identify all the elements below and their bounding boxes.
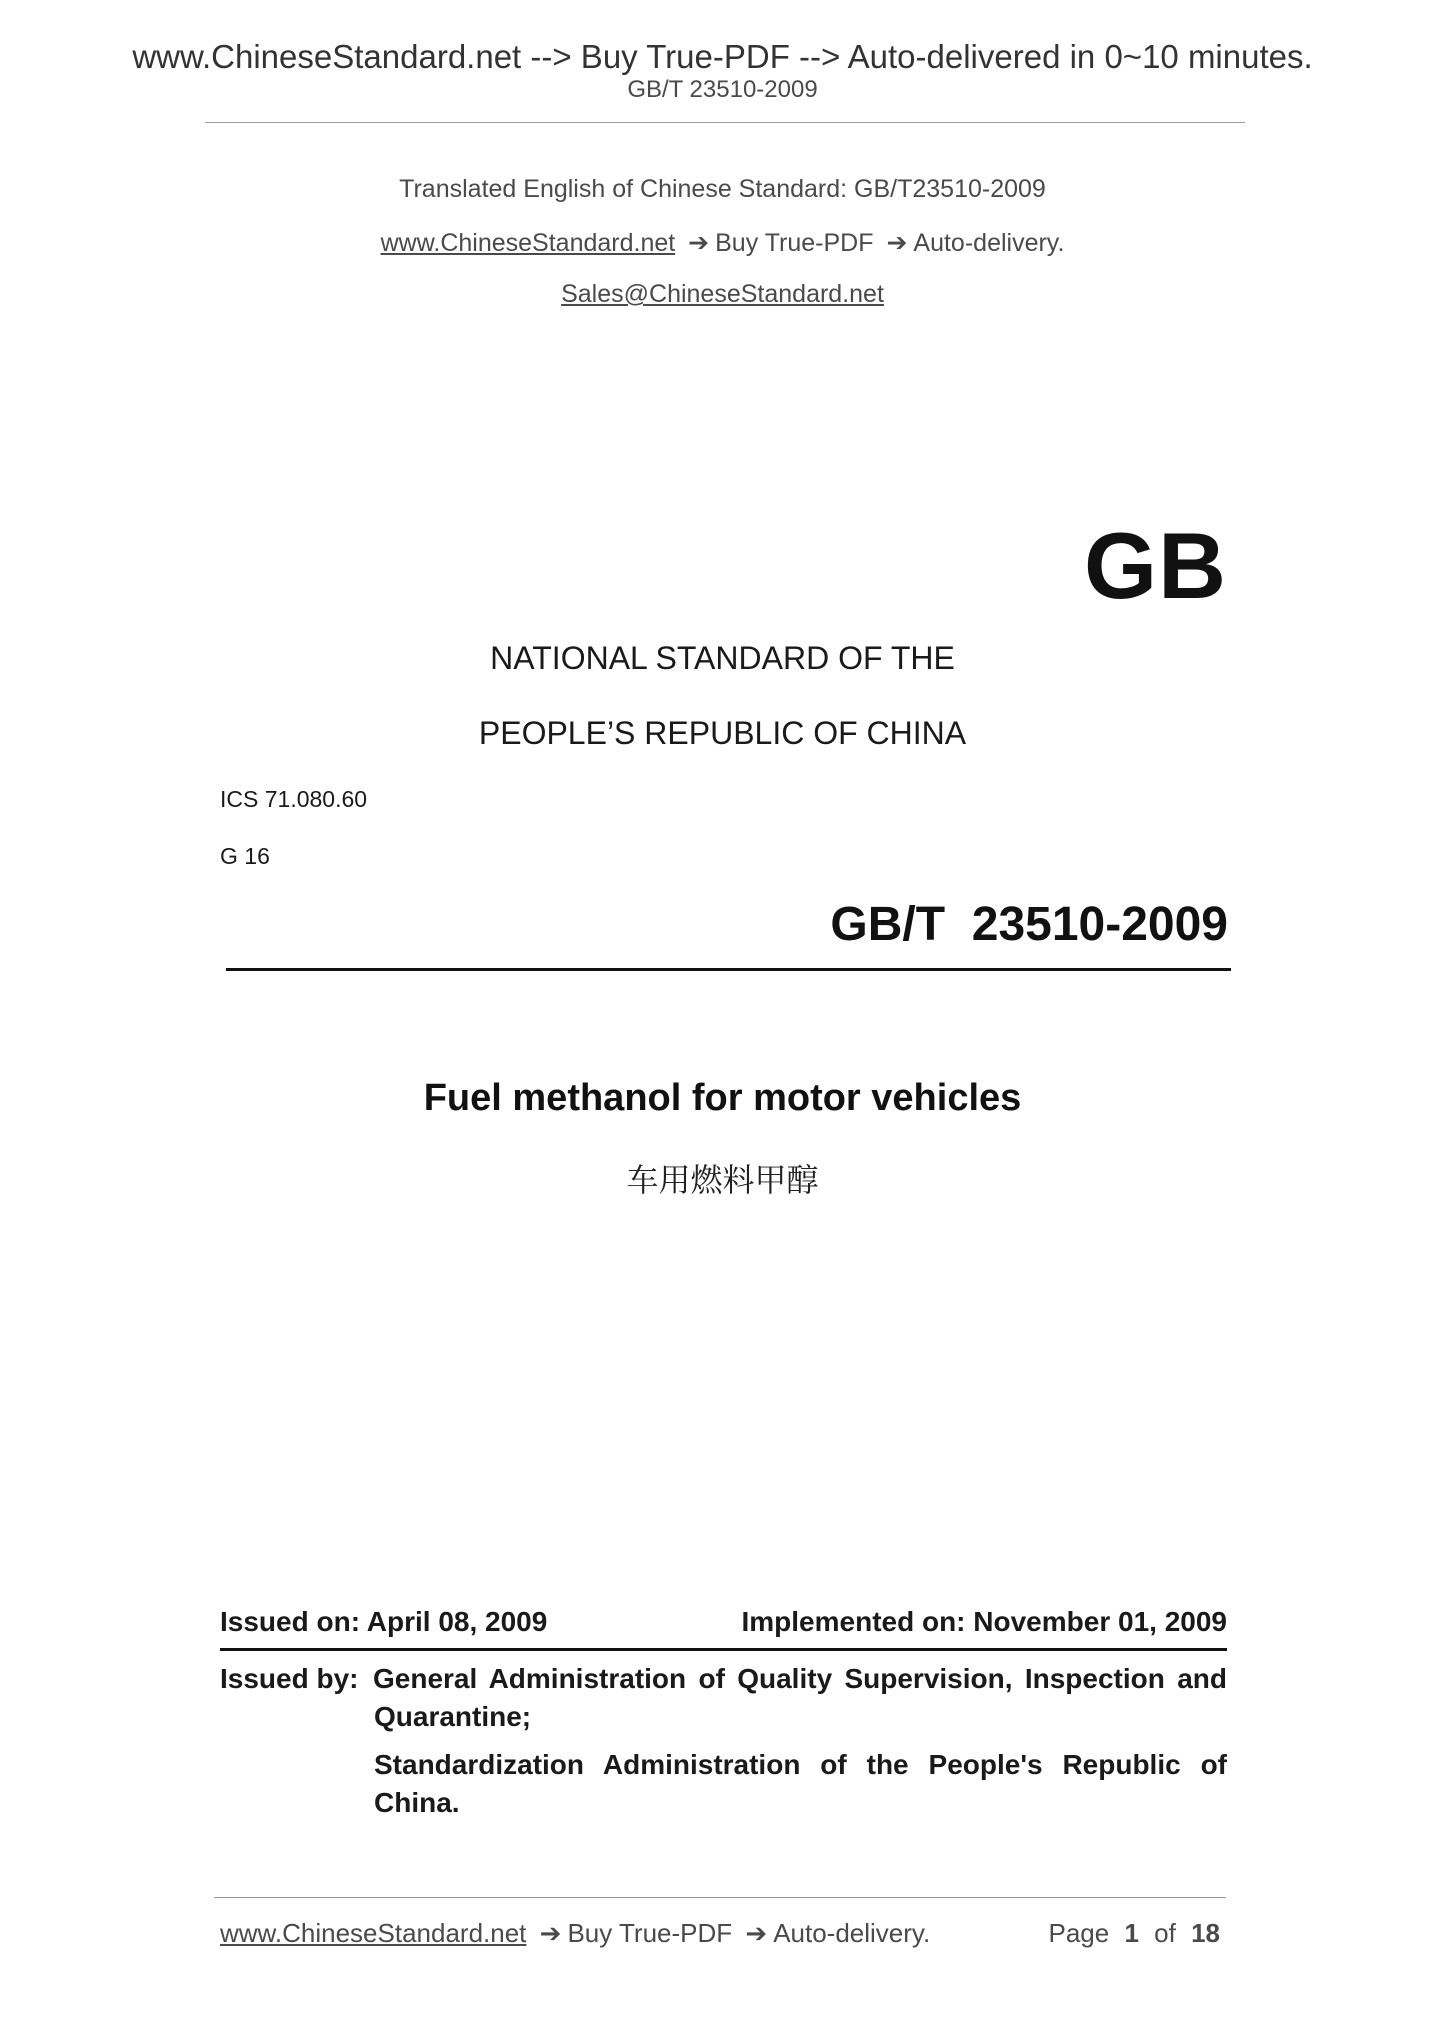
national-line-2: PEOPLE’S REPUBLIC OF CHINA xyxy=(478,715,967,751)
of-word: of xyxy=(1154,1918,1176,1948)
g-code: G 16 xyxy=(220,843,270,869)
intro-delivery-line xyxy=(0,228,1445,258)
issued-on: Issued on: April 08, 2009 xyxy=(220,1606,548,1637)
intro-email-row xyxy=(0,280,1445,309)
footer-buy-text: Buy True-PDF xyxy=(567,1918,733,1948)
intro-site-link[interactable]: www.ChineseStandard.net xyxy=(380,229,676,257)
email-link[interactable]: Sales@ChineseStandard.net xyxy=(561,280,884,308)
page-number: 1 xyxy=(1124,1918,1139,1948)
issued-by-org-2-line-2: China. xyxy=(374,1787,460,1818)
standard-number-rule xyxy=(226,968,1231,971)
issued-by-org-1-line-1: General Administration of Quality Supervision, Inspection and xyxy=(373,1663,1227,1694)
arrow-right-icon: ➔ xyxy=(745,1918,768,1948)
translated-line: Translated English of Chinese Standard: GB/T23510-2009 xyxy=(399,175,1046,203)
title-chinese: 车用燃料甲醇 xyxy=(626,1161,819,1199)
footer-delivery-line xyxy=(220,1918,930,1949)
national-line-1: NATIONAL STANDARD OF THE xyxy=(490,640,955,676)
footer-site-link[interactable]: www.ChineseStandard.net xyxy=(220,1918,527,1948)
ics-code: ICS 71.080.60 xyxy=(220,786,368,812)
header-divider xyxy=(205,122,1245,123)
intro-buy-text: Buy True-PDF xyxy=(715,229,874,257)
issued-by-org-2-line-1: Standardization Administration of the People's Republic of xyxy=(374,1749,1227,1780)
arrow-right-icon: ➔ xyxy=(688,229,710,257)
implemented-on: Implemented on: November 01, 2009 xyxy=(741,1606,1227,1637)
page-indicator xyxy=(1048,1918,1220,1949)
arrow-right-icon: ➔ xyxy=(539,1918,562,1948)
page-word: Page xyxy=(1048,1918,1110,1948)
page-total: 18 xyxy=(1191,1918,1220,1948)
footer-divider xyxy=(214,1897,1226,1898)
intro-auto-text: Auto-delivery. xyxy=(913,229,1065,257)
issued-by-org-1-line-2: Quarantine; xyxy=(374,1701,532,1732)
gb-logo: GB xyxy=(1084,513,1227,618)
header-code: GB/T 23510-2009 xyxy=(627,76,818,103)
top-banner: www.ChineseStandard.net --> Buy True-PDF --> Auto-delivered in 0~10 minutes. xyxy=(132,38,1313,75)
footer-auto-text: Auto-delivery. xyxy=(773,1918,931,1948)
dates-rule xyxy=(220,1648,1227,1651)
title-english: Fuel methanol for motor vehicles xyxy=(423,1077,1022,1119)
standard-number: GB/T 23510-2009 xyxy=(830,898,1228,951)
arrow-right-icon: ➔ xyxy=(886,229,908,257)
issued-by-label: Issued by: xyxy=(220,1663,359,1694)
